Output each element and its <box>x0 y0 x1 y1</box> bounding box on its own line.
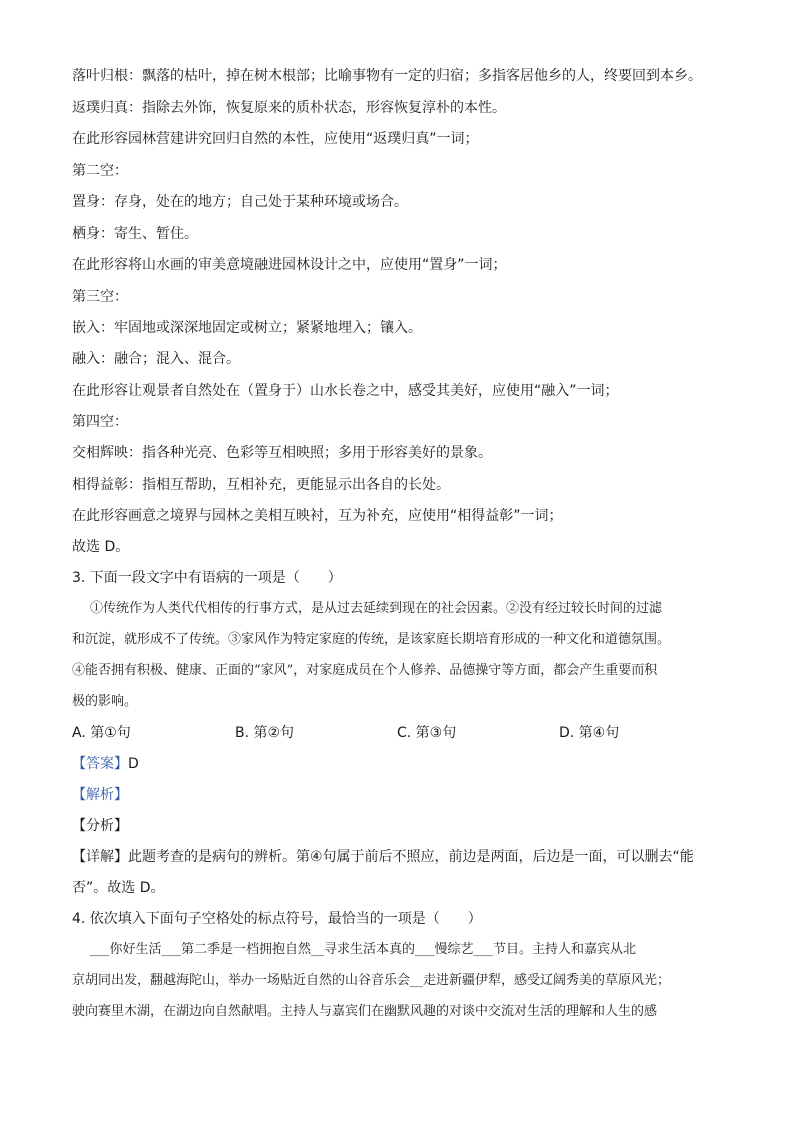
question-4-passage <box>72 934 722 1027</box>
text-line: 故选 D。 <box>72 539 130 555</box>
fenxi-tag: 【分析】 <box>72 818 128 834</box>
passage-line: 和沉淀，就形成不了传统。③家风作为特定家庭的传统，是该家庭长期培育形成的一种文化和道德氛围。 <box>72 632 671 647</box>
text-line: 在此形容画意之境界与园林之美相互映衬，互为补充，应使用“相得益彰”一词； <box>72 508 563 524</box>
answer-value: D <box>128 756 139 772</box>
detail-text: 此题考查的是病句的辨析。第④句属于前后不照应，前边是两面，后边是一面，可以删去“能 <box>128 849 694 865</box>
detail-line <box>72 847 694 867</box>
text-line: 在此形容让观景者自然处在（置身于）山水长卷之中，感受其美好，应使用“融入”一词； <box>72 383 619 399</box>
text-line: 第三空： <box>72 289 128 305</box>
answer-line <box>72 754 139 774</box>
answer-tag: 【答案】 <box>72 756 128 772</box>
question-4-stem: 4. 依次填入下面句子空格处的标点符号，最恰当的一项是（ ） <box>72 911 482 927</box>
text-line: 返璞归真：指除去外饰，恢复原来的质朴状态，形容恢复淳朴的本性。 <box>72 100 506 116</box>
option-d: D. 第④句 <box>559 725 620 741</box>
text-line: 融入：融合；混入、混合。 <box>72 351 240 367</box>
text-line: 在此形容园林营建讲究回归自然的本性，应使用“返璞归真”一词； <box>72 131 479 147</box>
text-line: 嵌入：牢固地或深深地固定或树立；紧紧地埋入；镶入。 <box>72 320 422 336</box>
question-3-stem: 3. 下面一段文字中有语病的一项是（ ） <box>72 570 342 586</box>
text-line: 交相辉映：指各种光亮、色彩等互相映照；多用于形容美好的景象。 <box>72 445 492 461</box>
detail-line-2: 否”。故选 D。 <box>72 880 165 896</box>
passage-line: ④能否拥有积极、健康、正面的“家风”，对家庭成员在个人修养、品德操守等方面，都会产生重要而积 <box>72 663 658 678</box>
text-line: 落叶归根：飘落的枯叶，掉在树木根部；比喻事物有一定的归宿；多指客居他乡的人，终要回到本乡。 <box>72 68 702 84</box>
passage-line: 驶向赛里木湖，在湖边向自然献唱。主持人与嘉宾们在幽默风趣的对谈中交流对生活的理解和人生的感 <box>72 1004 658 1019</box>
option-b: B. 第②句 <box>235 725 295 741</box>
text-line: 第四空： <box>72 414 128 430</box>
question-3-passage <box>72 593 722 717</box>
fenxi-line <box>72 816 128 836</box>
option-a: A. 第①句 <box>72 725 131 741</box>
text-line: 第二空： <box>72 163 128 179</box>
analysis-tag: 【解析】 <box>72 787 128 803</box>
option-c: C. 第③句 <box>397 725 457 741</box>
analysis-line <box>72 785 128 805</box>
text-line: 栖身：寄生、暂住。 <box>72 226 198 242</box>
passage-line: ___你好生活___第二季是一档拥抱自然__寻求生活本真的___慢综艺___节目。主持人和嘉宾从北 <box>90 942 637 957</box>
passage-line: ①传统作为人类代代相传的行事方式，是从过去延续到现在的社会因素。②没有经过较长时间的过滤 <box>90 601 663 616</box>
text-line: 置身：存身，处在的地方；自己处于某种环境或场合。 <box>72 194 408 210</box>
text-line: 在此形容将山水画的审美意境融进园林设计之中，应使用“置身”一词； <box>72 257 507 273</box>
detail-tag: 【详解】 <box>72 849 128 865</box>
passage-line: 京胡同出发，翻越海陀山，举办一场贴近自然的山谷音乐会__走进新疆伊犁，感受辽阔秀美的草原风光； <box>72 973 671 988</box>
passage-line: 极的影响。 <box>72 694 138 709</box>
text-line: 相得益彰：指相互帮助，互相补充，更能显示出各自的长处。 <box>72 477 450 493</box>
